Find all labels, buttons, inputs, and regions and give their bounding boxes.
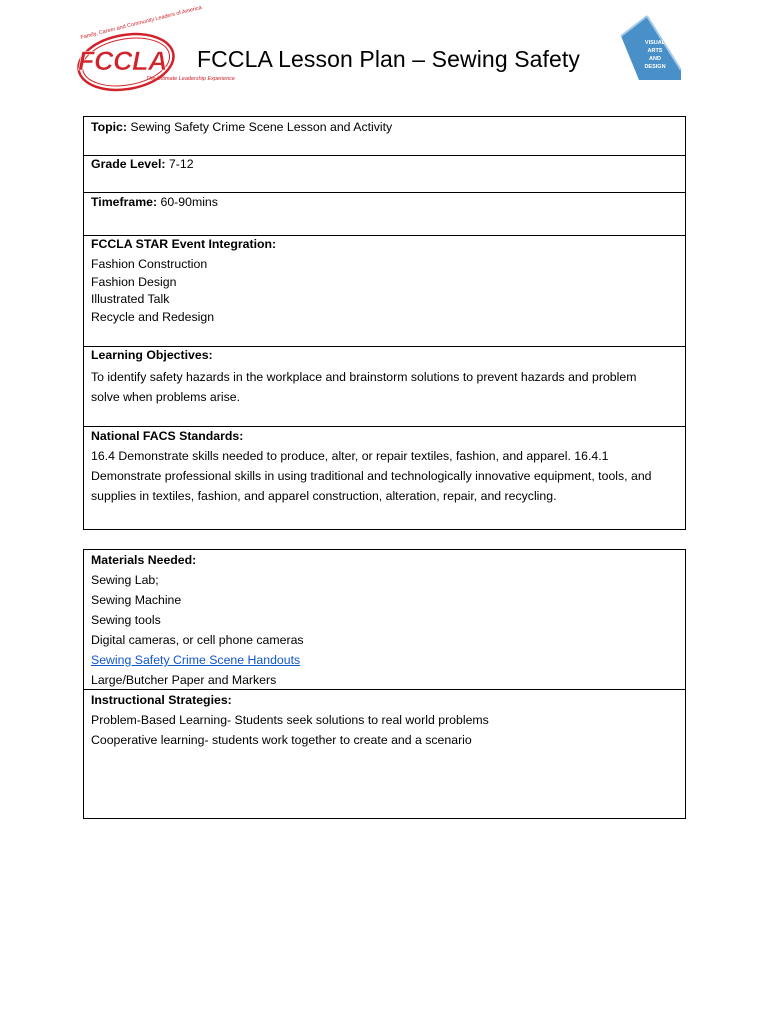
grade-label: Grade Level: [91, 157, 166, 171]
facs-line: supplies in textiles, fashion, and apparel construction, alteration, repair, and recycling. [91, 489, 557, 503]
list-item: Cooperative learning- students work together to create and a scenario [91, 733, 472, 747]
fccla-logo [74, 4, 235, 100]
visual-arts-design-logo [617, 12, 685, 84]
list-item: Fashion Construction [91, 257, 208, 271]
topic-value: Sewing Safety Crime Scene Lesson and Activity [130, 120, 393, 134]
page-title: FCCLA Lesson Plan – Sewing Safety [197, 46, 581, 72]
page-header [0, 0, 768, 100]
facs-label: National FACS Standards: [91, 429, 244, 443]
star-events-row [84, 236, 685, 347]
grade-row [84, 156, 685, 193]
list-item: Digital cameras, or cell phone cameras [91, 633, 304, 647]
fccla-arc-text: Family, Career and Community Leaders of America [80, 4, 203, 41]
objectives-line: To identify safety hazards in the workplace and brainstorm solutions to prevent hazards and problem [91, 370, 637, 384]
objectives-line: solve when problems arise. [91, 390, 240, 404]
vad-text-3: AND [649, 56, 661, 62]
list-item: Recycle and Redesign [91, 309, 215, 324]
list-item: Sewing Machine [91, 593, 182, 607]
lesson-details-table [83, 116, 686, 530]
grade-value: 7-12 [168, 157, 194, 171]
list-item: Sewing Lab; [91, 573, 159, 587]
list-item: Problem-Based Learning- Students seek solutions to real world problems [91, 713, 489, 727]
materials-row [84, 550, 685, 690]
fccla-wordmark: FCCLA [78, 46, 167, 76]
timeframe-label: Timeframe: [91, 195, 158, 209]
timeframe-value: 60-90mins [160, 195, 218, 209]
objectives-label: Learning Objectives: [91, 348, 213, 362]
vad-text-1: VISUAL [644, 40, 666, 46]
strategies-label: Instructional Strategies: [91, 693, 232, 707]
list-item: Fashion Design [91, 274, 177, 289]
star-events-label: FCCLA STAR Event Integration: [91, 237, 277, 251]
topic-label: Topic: [91, 120, 127, 134]
list-item: Sewing tools [91, 613, 161, 627]
list-item: Illustrated Talk [91, 292, 170, 306]
vad-text-4: DESIGN [644, 64, 666, 70]
timeframe-row [84, 193, 685, 236]
resources-table [83, 549, 686, 819]
materials-label: Materials Needed: [91, 553, 197, 567]
vad-text-2: ARTS [647, 48, 663, 54]
facs-standards-row [84, 427, 685, 529]
list-item: Large/Butcher Paper and Markers [91, 673, 277, 687]
fccla-tagline: The Ultimate Leadership Experience [146, 76, 235, 82]
topic-row [84, 117, 685, 156]
facs-line: Demonstrate professional skills in using traditional and technologically innovative equipment, tools, and [91, 469, 652, 483]
handouts-link[interactable]: Sewing Safety Crime Scene Handouts [91, 653, 301, 667]
strategies-row [84, 690, 685, 818]
facs-line: 16.4 Demonstrate skills needed to produce, alter, or repair textiles, fashion, and apparel. 16.4.1 [91, 449, 609, 463]
objectives-row [84, 347, 685, 427]
